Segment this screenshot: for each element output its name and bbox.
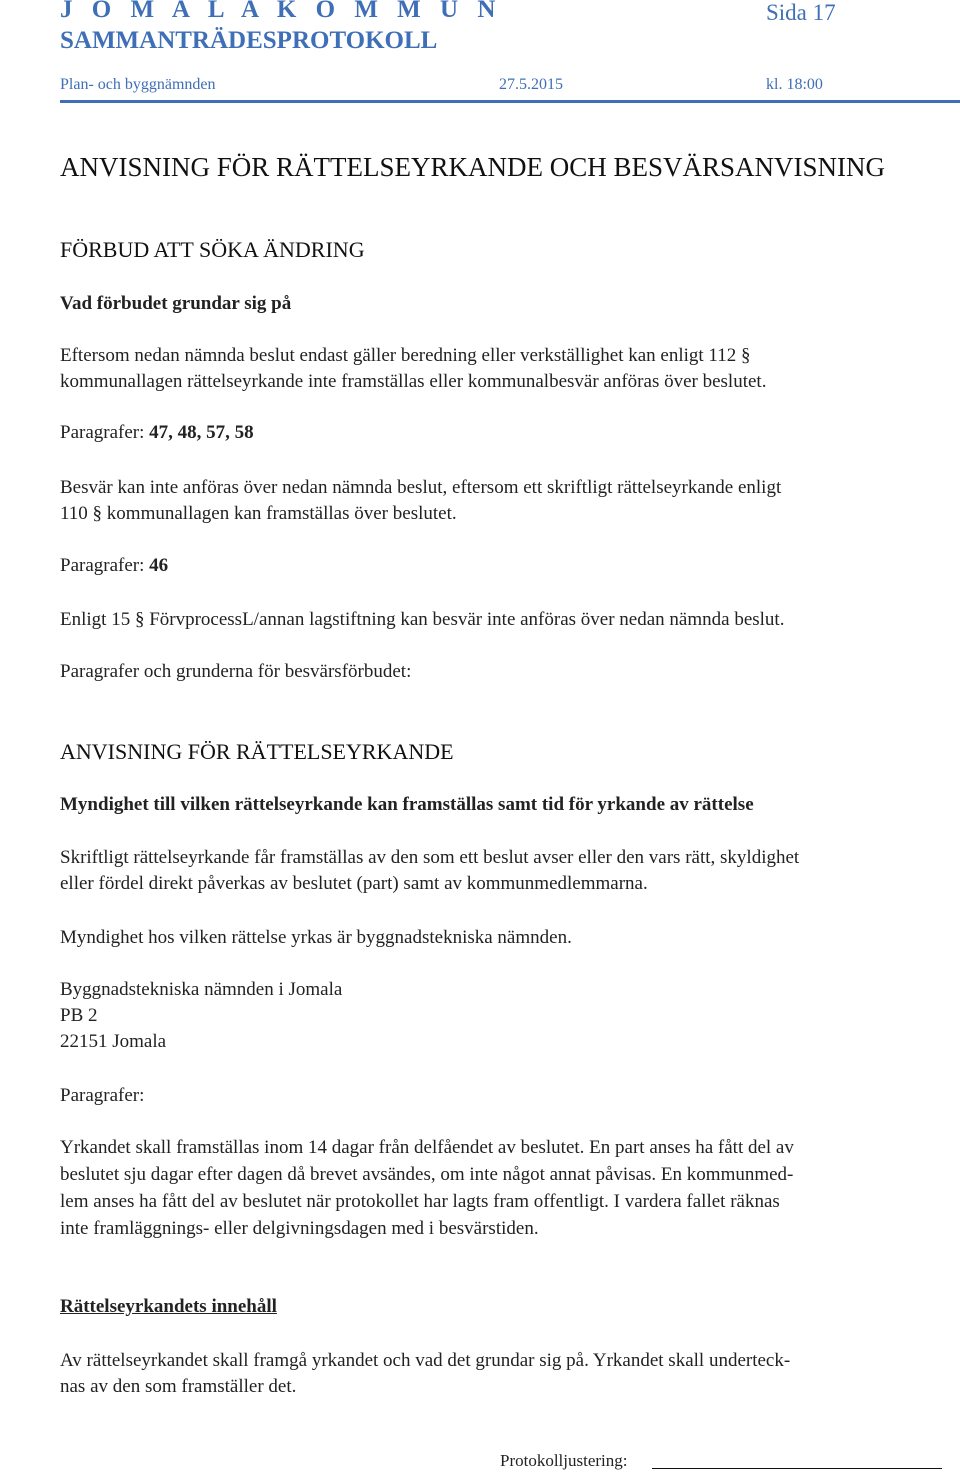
meeting-date: 27.5.2015 bbox=[499, 76, 563, 93]
prohibition-subheading: Vad förbudet grundar sig på bbox=[60, 293, 292, 314]
page-number: Sida 17 bbox=[766, 0, 836, 25]
correction-paragraph-2: Myndighet hos vilken rättelse yrkas är byggnadstekniska nämnden. bbox=[60, 927, 572, 948]
address-line-1: Byggnadstekniska nämnden i Jomala bbox=[60, 979, 343, 1000]
meeting-time: kl. 18:00 bbox=[766, 76, 823, 93]
paragraphs-label: Paragrafer: bbox=[60, 422, 150, 443]
prohibition-paragraph-4: Paragrafer och grunderna för besvärsförbudet: bbox=[60, 661, 412, 682]
page-title: ANVISNING FÖR RÄTTELSEYRKANDE OCH BESVÄRSANVISNING bbox=[60, 152, 886, 182]
correction-paragraph-1-line-1: Skriftligt rättelseyrkande får framställas av den som ett beslut avser eller den vars rätt, skyldighet bbox=[60, 847, 800, 868]
correction-paragraphs-label: Paragrafer: bbox=[60, 1085, 145, 1106]
paragraphs-label: Paragrafer: bbox=[60, 555, 150, 576]
prohibition-paragraph-1-line-1: Eftersom nedan nämnda beslut endast gäller beredning eller verkställighet kan enligt 112 § bbox=[60, 345, 751, 366]
signature-line bbox=[652, 1468, 942, 1469]
paragraphs-values: 47, 48, 57, 58 bbox=[149, 422, 254, 443]
correction-paragraph-4-line-1: Av rättelseyrkandet skall framgå yrkandet och vad det grundar sig på. Yrkandet skall underteck- bbox=[60, 1350, 791, 1371]
correction-paragraph-3-line-1: Yrkandet skall framställas inom 14 dagar från delfåendet av beslutet. En part anses ha fått del av bbox=[60, 1137, 794, 1158]
prohibition-paragraph-1-line-2: kommunallagen rättelseyrkande inte framställas eller kommunalbesvär anföras över beslutet. bbox=[60, 371, 767, 392]
address-line-3: 22151 Jomala bbox=[60, 1031, 167, 1052]
address-line-2: PB 2 bbox=[60, 1005, 98, 1026]
paragraphs-line-1 bbox=[60, 420, 254, 446]
correction-paragraph-3-line-4: inte framläggnings- eller delgivningsdagen med i besvärstiden. bbox=[60, 1218, 539, 1239]
correction-paragraph-3-line-2: beslutet sju dagar efter dagen då brevet avsändes, om inte något annat påvisas. En kommunmed- bbox=[60, 1164, 794, 1185]
correction-paragraph-1-line-2: eller fördel direkt påverkas av beslutet (part) samt av kommunmedlemmarna. bbox=[60, 873, 648, 894]
verification-label: Protokolljustering: bbox=[500, 1451, 628, 1470]
prohibition-paragraph-3: Enligt 15 § FörvprocessL/annan lagstiftning kan besvär inte anföras över nedan nämnda beslut. bbox=[60, 609, 785, 630]
prohibition-paragraph-2-line-2: 110 § kommunallagen kan framställas över beslutet. bbox=[60, 503, 457, 524]
municipality-name: J O M A L A K O M M U N bbox=[60, 0, 502, 23]
correction-heading: ANVISNING FÖR RÄTTELSEYRKANDE bbox=[60, 739, 454, 764]
document-type: SAMMANTRÄDESPROTOKOLL bbox=[60, 27, 438, 54]
header-divider bbox=[60, 100, 960, 103]
prohibition-heading: FÖRBUD ATT SÖKA ÄNDRING bbox=[60, 237, 365, 262]
correction-paragraph-4-line-2: nas av den som framställer det. bbox=[60, 1376, 297, 1397]
prohibition-paragraph-2-line-1: Besvär kan inte anföras över nedan nämnda beslut, eftersom ett skriftligt rättelseyrkande enligt bbox=[60, 477, 782, 498]
committee-name: Plan- och byggnämnden bbox=[60, 76, 216, 93]
correction-paragraph-3-line-3: lem anses ha fått del av beslutet när protokollet har lagts fram offentligt. I vardera fallet räknas bbox=[60, 1191, 780, 1212]
correction-subheading: Myndighet till vilken rättelseyrkande kan framställas samt tid för yrkande av rättelse bbox=[60, 794, 754, 815]
content-heading: Rättelseyrkandets innehåll bbox=[60, 1296, 277, 1317]
paragraphs-values: 46 bbox=[149, 555, 169, 576]
paragraphs-line-2 bbox=[60, 553, 168, 579]
